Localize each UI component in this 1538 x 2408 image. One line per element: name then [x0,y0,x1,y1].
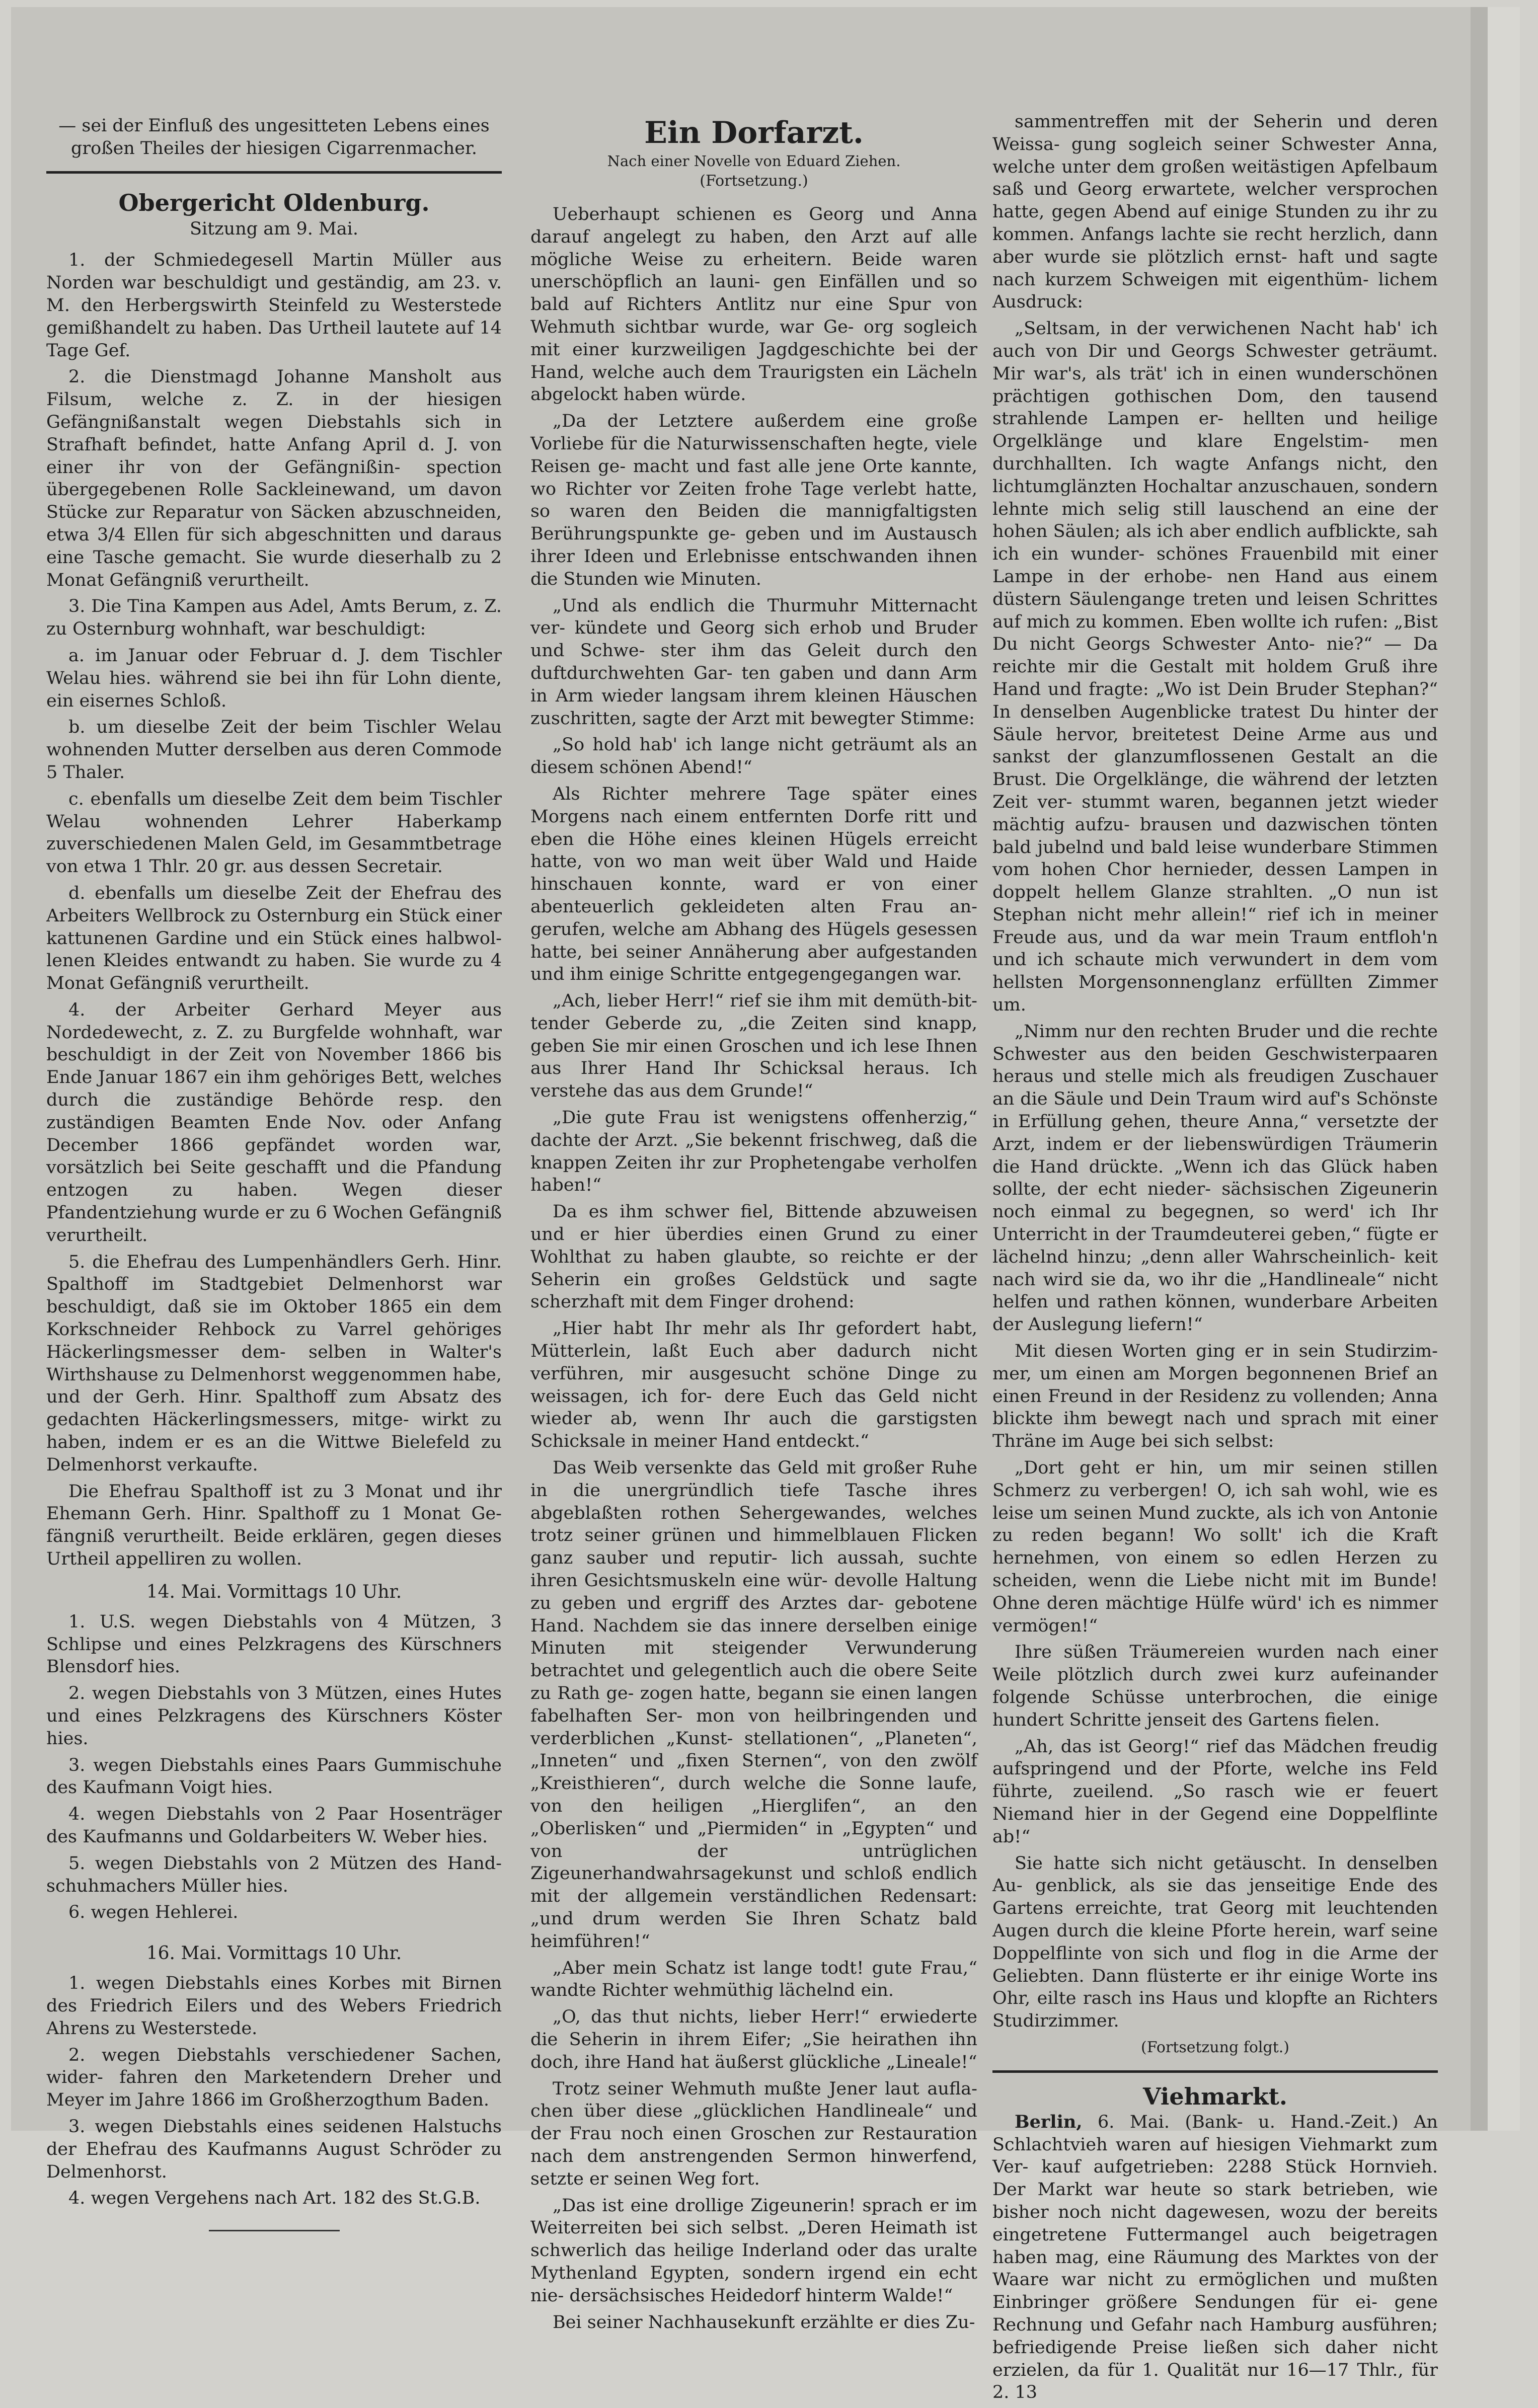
court-entry: 2. die Dienstmagd Johanne Mansholt aus Filsum, welche z. Z. in der hiesigen Gefängnißanstalt wegen Diebstahls sich in Strafhaft befindet, hatte Anfang April d. J. von einer ihr von der Gefängnißin- spection übergegebenen Rolle Sackleinewand, um davon Stücke zur Reparatur von Säcken abzuschneiden, etwa 3/4 Ellen für sich abgeschnitten und daraus eine Tasche gemacht. Sie wurde dieserhalb zu 2 Monat Gefängniß verurtheilt. [46,367,502,590]
story-paragraph: sammentreffen mit der Seherin und deren Weissa- gung sogleich seiner Schwester Anna, welche unter dem großen weitästigen Apfelbaum saß und Georg erwartete, welcher versprochen hatte, gegen Abend auf einige Stunden zu ihr zu kommen. Anfangs lachte sie recht herzlich, dann aber wurde sie plötzlich ernst- haft und sagte nach kurzem Schweigen mit eigenthüm- lichem Ausdruck: [992,112,1438,313]
court-entry: c. ebenfalls um dieselbe Zeit dem beim Tischler Welau wohnenden Lehrer Haberkamp zuverschiedenen Malen Geld, im Gesammtbetrage von etwa 1 Thlr. 20 gr. aus dessen Secretair. [46,789,502,877]
court-entry: 5. wegen Diebstahls von 2 Mützen des Hand- schuhmachers Müller hies. [46,1853,502,1896]
story-continued: (Fortsetzung.) [700,172,808,190]
story-title: Ein Dorfarzt. [644,115,864,150]
to-be-continued: (Fortsetzung folgt.) [1141,2038,1289,2056]
story-paragraph: Bei seiner Nachhausekunft erzählte er dies Zu- [553,2312,975,2333]
page-edge [1488,7,1520,2131]
court-items-1 [46,249,502,1570]
court-entry: 1. U.S. wegen Diebstahls von 4 Mützen, 3 Schlipse und eines Pelzkragens des Kürschners Blensdorf hies. [46,1611,502,1677]
page-edge-shadow [1471,7,1488,2131]
story-paragraph: „So hold hab' ich lange nicht geträumt als an diesem schönen Abend!“ [530,735,977,778]
section-rule-2 [992,2070,1438,2073]
story-paragraph: „Da der Letztere außerdem eine große Vorliebe für die Naturwissenschaften hegte, viele Reisen ge- macht und fast alle jene Orte kannte, wo Richter vor Zeiten frohe Tage verlebt hatte, so waren den Beiden die mannigfaltigsten Berührungspunkte ge- geben und im Austausch ihrer Ideen und Erlebnisse entschwanden ihnen die Stunden wie Minuten. [530,411,977,589]
story-paragraph: „Das ist eine drollige Zigeunerin! sprach er im Weiterreiten bei sich selbst. „Deren Heimath ist schwerlich das heilige Inderland oder das uralte Mythenland Egypten, sondern irgend ein echt nie- dersächsisches Heidedorf hinterm Walde!“ [530,2195,977,2306]
story-paragraph: Ueberhaupt schienen es Georg und Anna darauf angelegt zu haben, den Arzt auf alle mögliche Weise zu erheitern. Beide waren unerschöpflich an launi- gen Einfällen und so bald auf Richters Antlitz nur eine Spur von Wehmuth sichtbar wurde, war Ge- org sogleich mit einer kurzweiligen Jagdgeschichte bei der Hand, welche auch dem Traurigsten ein Lächeln abgelockt haben würde. [530,204,977,405]
story-paragraph: Mit diesen Worten ging er in sein Studirzim- mer, um einen am Morgen begonnenen Brief an einen Freund in der Residenz zu vollenden; Anna blickte ihm bewegt nach und sprach mit einer Thräne im Auge bei sich selbst: [992,1341,1438,1452]
court-entry: 5. die Ehefrau des Lumpenhändlers Gerh. Hinr. Spalthoff im Stadtgebiet Delmenhorst war beschuldigt, daß sie im Oktober 1865 ein dem Korkschneider Rehbock zu Varrel gehöriges Häckerlingsmesser dem- selben in Walter's Wirthshause zu Delmenhorst weggenommen habe, und der Gerh. Hinr. Spalthoff zum Absatz des gedachten Häckerlingsmessers, mitge- wirkt zu haben, indem er es an die Wittwe Bielefeld zu Delmenhorst verkaufte. [46,1252,502,1475]
story-paragraph: „Und als endlich die Thurmuhr Mitternacht ver- kündete und Georg sich erhob und Bruder und Schwe- ster ihm das Geleit durch den duftdurchwehten Gar- ten gaben und dann Arm in Arm wieder langsam ihrem kleinen Häuschen zuschritten, sagte der Arzt mit bewegter Stimme: [530,595,977,729]
court-entry: 3. Die Tina Kampen aus Adel, Amts Berum, z. Z. zu Osternburg wohnhaft, war beschuldigt: [46,596,502,640]
end-rule [209,2230,340,2231]
court-entry: 4. der Arbeiter Gerhard Meyer aus Nordedewecht, z. Z. zu Burgfelde wohnhaft, war beschuldigt in der Zeit von November 1866 bis Ende Januar 1867 ein ihm gehöriges Bett, welches durch die zuständige Behörde resp. den zuständigen Beamten Ende Nov. oder Anfang December 1866 gepfändet worden war, vorsätzlich bei Seite geschafft und die Pfandung entzogen zu haben. Wegen dieser Pfandentziehung wurde er zu 6 Wochen Gefängniß verurtheilt. [46,999,502,1246]
story-paragraph: Trotz seiner Wehmuth mußte Jener laut aufla- chen über diese „glücklichen Handlineale“ und der Frau noch einen Groschen zur Restauration nach dem anstrengenden Sermon hinwerfend, setzte er seinen Weg fort. [530,2078,977,2189]
court-items-3 [46,1972,502,2210]
court-entry: 3. wegen Diebstahls eines Paars Gummischuhe des Kaufmann Voigt hies. [46,1755,502,1798]
market-text: 6. Mai. (Bank- u. Hand.-Zeit.) An Schlachtvieh waren auf hiesigen Viehmarkt zum Ver- kauf aufgetrieben: 2288 Stück Hornvieh. Der Markt war heute so stark betrieben, wie bisher noch nicht dagewesen, wozu der bereits eingetretene Futtermangel auch beigetragen haben mag, eine Räumung des Marktes von der Waare war nicht zu ermöglichen und mußten Einbringer größere Sendungen für ei- gene Rechnung und Gefahr nach Hamburg ausführen; befriedigende Preise ließen sich daher nicht erzielen, da für 1. Qualität nur 16—17 Thlr., für 2. 13 [992,2112,1438,2403]
story-paragraph: Sie hatte sich nicht getäuscht. In denselben Au- genblick, als sie das jenseitige Ende des Gartens erreichte, trat Georg mit leuchtenden Augen durch die kleine Pforte herein, warf seine Doppelflinte von sich und flog in die Arme der Geliebten. Dann flüsterte er ihr einige Worte ins Ohr, eilte rasch ins Haus und klopfte an Richters Studirzimmer. [992,1853,1438,2032]
story-text-cont [992,111,1438,2033]
court-entry: 2. wegen Diebstahls von 3 Mützen, eines Hutes und eines Pelzkragens des Kürschners Köster hies. [46,1683,502,1749]
intro-line-2: großen Theiles der hiesigen Cigarrenmacher. [71,138,477,159]
story-paragraph: „Die gute Frau ist wenigstens offenherzig,“ dachte der Arzt. „Sie bekennt frischweg, daß die knappen Zeiten ihr zur Prophetengabe verholfen haben!“ [530,1108,977,1196]
court-entry: 2. wegen Diebstahls verschiedener Sachen, wider- fahren den Marketendern Dreher und Meyer im Jahre 1866 im Großherzogthum Baden. [46,2045,502,2111]
column-court-reports [46,115,502,2231]
story-paragraph: „O, das thut nichts, lieber Herr!“ erwiederte die Seherin in ihrem Eifer; „Sie heirathen ihn doch, ihre Hand hat äußerst glückliche „Lineale!“ [530,2007,977,2072]
intro-line-1: — sei der Einfluß des ungesitteten Lebens eines [58,116,490,136]
market-heading: Viehmarkt. [1143,2082,1287,2110]
sitting-date-2: 14. Mai. Vormittags 10 Uhr. [146,1581,402,1602]
story-paragraph: Als Richter mehrere Tage später eines Morgens nach einem entfernten Dorfe ritt und eben die Höhe eines kleinen Hügels erreicht hatte, von wo man weit über Wald und Haide hinschauen konnte, ward er von einer abenteuerlich gekleideten alten Frau an- gerufen, welche am Abhang des Hügels gesessen hatte, bei seiner Annäherung aber aufgestanden und ihm einige Schritte entgegengegangen war. [530,784,977,985]
court-entry: 4. wegen Vergehens nach Art. 182 des St.G.B. [68,2188,481,2209]
court-entry: 3. wegen Diebstahls eines seidenen Halstuchs der Ehefrau des Kaufmanns August Schröder zu Delmenhorst. [46,2116,502,2182]
market-report [992,2111,1438,2404]
story-paragraph: Da es ihm schwer fiel, Bittende abzuweisen und er hier überdies einen Grund zu einer Wohlthat zu haben glaubte, so reichte er der Seherin ein großes Geldstück und sagte scherzhaft mit dem Finger drohend: [530,1202,977,1312]
court-entry: 4. wegen Diebstahls von 2 Paar Hosenträger des Kaufmanns und Goldarbeiters W. Weber hies. [46,1804,502,1847]
story-text [530,203,977,2334]
newspaper-page [11,7,1520,2403]
market-city: Berlin, [1015,2111,1083,2132]
court-entry: a. im Januar oder Februar d. J. dem Tischler Welau hies. während sie bei ihn für Lohn diente, ein eisernes Schloß. [46,645,502,711]
court-items-2 [46,1611,502,1924]
court-entry: d. ebenfalls um dieselbe Zeit der Ehefrau des Arbeiters Wellbrock zu Osternburg ein Stück einer kattunenen Gardine und ein Stück eines halbwol- lenen Kleides entwandt zu haben. Sie wurde zu 4 Monat Gefängniß verurtheilt. [46,883,502,994]
court-entry: Die Ehefrau Spalthoff ist zu 3 Monat und ihr Ehemann Gerh. Hinr. Spalthoff zu 1 Monat Ge- fängniß verurtheilt. Beide erklären, gegen dieses Urtheil appelliren zu wollen. [46,1481,502,1570]
story-paragraph: „Aber mein Schatz ist lange todt! gute Frau,“ wandte Richter wehmüthig lächelnd ein. [530,1958,977,2001]
court-entry: 1. wegen Diebstahls eines Korbes mit Birnen des Friedrich Eilers und des Webers Friedrich Ahrens zu Westerstede. [46,1973,502,2039]
court-entry: 1. der Schmiedegesell Martin Müller aus Norden war beschuldigt und geständig, am 23. v. M. den Herbergswirth Steinfeld zu Westerstede gemißhandelt zu haben. Das Urtheil lautete auf 14 Tage Gef. [46,250,502,361]
story-byline: Nach einer Novelle von Eduard Ziehen. [607,152,901,170]
story-paragraph: „Ah, das ist Georg!“ rief das Mädchen freudig aufspringend und der Pforte, welche ins Feld führte, zueilend. „So rasch wie er feuert Niemand hier in der Gegend eine Doppelflinte ab!“ [992,1736,1438,1847]
court-entry: b. um dieselbe Zeit der beim Tischler Welau wohnenden Mutter derselben aus deren Commode 5 Thaler. [46,717,502,783]
court-heading: Obergericht Oldenburg. [118,189,430,216]
section-rule [46,171,502,174]
column-novella [530,115,977,2338]
story-paragraph: „Hier habt Ihr mehr als Ihr gefordert habt, Mütterlein, laßt Euch aber dadurch nicht verführen, mir ausgesucht schöne Dinge zu weissagen, ich for- dere Euch das Geld nicht wieder ab, wenn Ihr auch die garstigsten Schicksale in meiner Hand entdeckt.“ [530,1318,977,1452]
column-novella-cont [992,111,1438,2408]
story-paragraph: Ihre süßen Träumereien wurden nach einer Weile plötzlich durch zwei kurz aufeinander folgende Schüsse unterbrochen, die einige hundert Schritte jenseit des Gartens fielen. [992,1642,1438,1730]
story-paragraph: Das Weib versenkte das Geld mit großer Ruhe in die unergründlich tiefe Tasche ihres abgeblaßten rothen Sehergewandes, welches trotz seiner grünen und himmelblauen Flicken ganz sauber und reputir- lich aussah, suchte ihren Gesichtsmuskeln eine wür- devolle Haltung zu geben und ergriff des Arztes dar- gebotene Hand. Nachdem sie das innere derselben einige Minuten mit steigender Verwunderung betrachtet und gelegentlich auch die obere Seite zu Rath ge- zogen hatte, begann sie einen langen fabelhaften Ser- mon von heilbringenden und verderblichen „Kunst- stellationen“, „Planeten“, „Inneten“ und „fixen Sternen“, von den zwölf „Kreisthieren“, durch welche die Sonne laufe, von den heiligen „Hierglifen“, an den „Oberlisken“ und „Piermiden“ in „Egypten“ und von der untrüglichen Zigeunerhandwahrsagekunst und schloß endlich mit der allgemein verständlichen Redensart: „und drum werden Sie Ihren Schatz bald heimführen!“ [530,1458,977,1952]
sitting-date-1: Sitzung am 9. Mai. [189,218,358,239]
story-paragraph: „Ach, lieber Herr!“ rief sie ihm mit demüth-bit- tender Geberde zu, „die Zeiten sind knapp, geben Sie mir einen Groschen und ich lese Ihnen aus Ihrer Hand Ihr Schicksal heraus. Ich verstehe das aus dem Grunde!“ [530,991,977,1102]
story-paragraph: „Seltsam, in der verwichenen Nacht hab' ich auch von Dir und Georgs Schwester geträumt. Mir war's, als trät' ich in einen wunderschönen prächtigen gothischen Dom, den tausend strahlende Lampen er- hellten und heilige Orgelklänge und klare Engelstim- men durchhallten. Ich wagte Anfangs nicht, den lichtumglänzten Hochaltar anzuschauen, sondern lehnte mich selig still lauschend an eine der hohen Säulen; als ich aber endlich aufblickte, sah ich ein wunder- schönes Frauenbild mit einer Lampe in der erhobe- nen Hand aus einem düstern Säulengange treten und leisen Schrittes auf mich zu kommen. Eben wollte ich rufen: „Bist Du nicht Georgs Schwester Anto- nie?“ — Da reichte mir die Gestalt mit holdem Gruß ihre Hand und fragte: „Wo ist Dein Bruder Stephan?“ In denselben Augenblicke tratest Du hinter der Säule hervor, breitetest Deine Arme aus und sankst der glanzumflossenen Gestalt an die Brust. Die Orgelklänge, die während der letzten Zeit ver- stummt waren, begannen jetzt wieder mächtig aufzu- brausen und dazwischen tönten bald jubelnd und bald leise wunderbare Stimmen vom hohen Chor hernieder, dessen Lampen in doppelt hellem Glanze strahlten. „O nun ist Stephan nicht mehr allein!“ rief ich in meiner Freude aus, und da war mein Traum entfloh'n und ich schaute mich verwundert in dem vom hellsten Morgensonnenglanz erfüllten Zimmer um. [992,319,1438,1016]
story-paragraph: „Dort geht er hin, um mir seinen stillen Schmerz zu verbergen! O, ich sah wohl, wie es leise um seinen Mund zuckte, als ich von Antonie zu reden begann! Wo sollt' ich die Kraft hernehmen, von einem so edlen Herzen zu scheiden, wenn die Liebe nicht mit im Bunde! Ohne deren mächtige Hülfe würd' ich es nimmer vermögen!“ [992,1458,1438,1636]
court-entry: 6. wegen Hehlerei. [68,1902,239,1923]
story-paragraph: „Nimm nur den rechten Bruder und die rechte Schwester aus den beiden Geschwisterpaaren heraus und stelle mich als freudigen Zuschauer an die Säule und Dein Traum wird auf's Schönste in Erfüllung gehen, theure Anna,“ versetzte der Arzt, indem er der liebenswürdigen Träumerin die Hand drückte. „Wenn ich das Glück haben sollte, der echt nieder- sächsischen Zigeunerin noch einmal zu begegnen, so werd' ich Ihr Unterricht in der Traumdeuterei geben,“ fügte er lächelnd hinzu; „denn aller Wahrscheinlich- keit nach wird sie da, wo ihr die „Handlineale“ nicht helfen und rathen können, wunderbare Arbeiten der Auslegung liefern!“ [992,1021,1438,1335]
sitting-date-3: 16. Mai. Vormittags 10 Uhr. [146,1943,402,1964]
